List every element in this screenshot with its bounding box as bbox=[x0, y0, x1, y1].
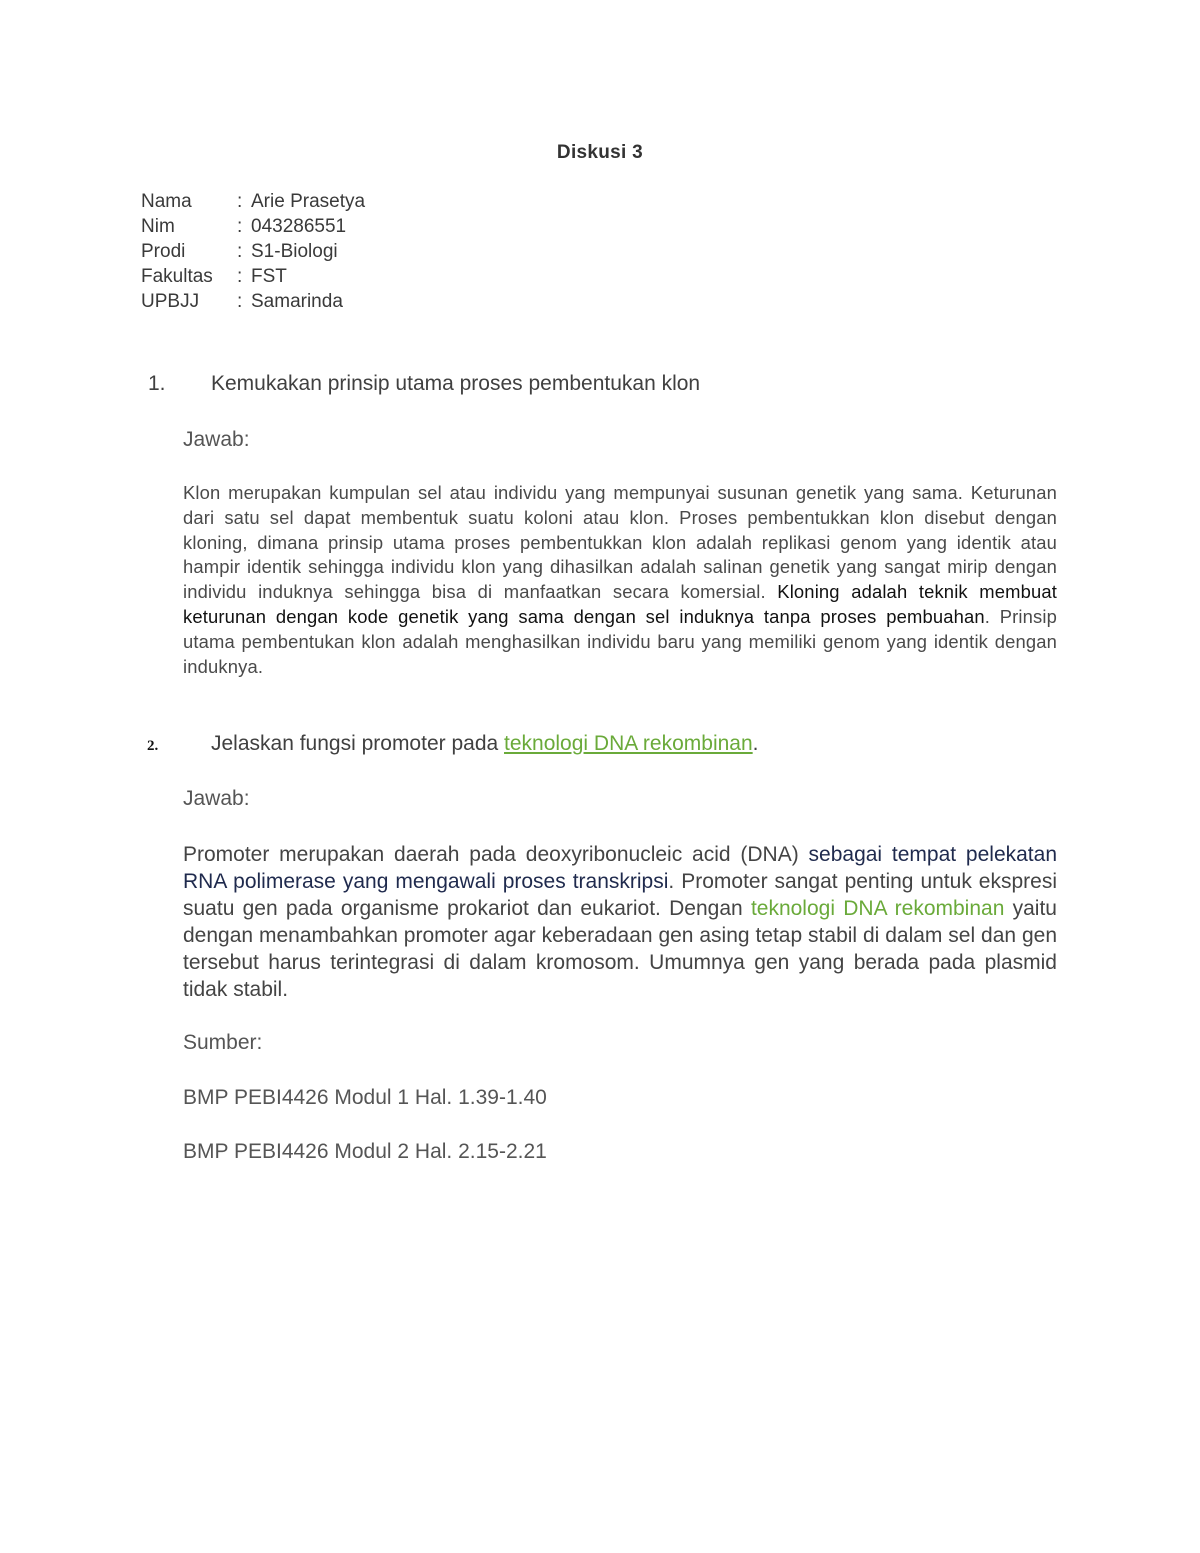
answer-label-1: Jawab: bbox=[183, 428, 250, 451]
answer-2 bbox=[183, 841, 1057, 1003]
identity-separator: : bbox=[237, 266, 243, 287]
question-text: Kemukakan prinsip utama proses pembentukan klon bbox=[211, 372, 701, 395]
identity-value: Arie Prasetya bbox=[251, 191, 366, 212]
answer-1 bbox=[183, 481, 1057, 679]
source-item: BMP PEBI4426 Modul 1 Hal. 1.39-1.40 bbox=[183, 1086, 547, 1109]
identity-row-prodi bbox=[141, 239, 365, 264]
answer-2-emphasis: sebagai tempat pelekatan RNA polimerase yang mengawali proses transkripsi bbox=[183, 843, 1058, 893]
identity-block bbox=[141, 189, 365, 314]
question-text-after: . bbox=[752, 732, 759, 755]
question-1 bbox=[141, 372, 700, 396]
document-title: Diskusi 3 bbox=[556, 142, 644, 163]
identity-separator: : bbox=[237, 241, 243, 262]
answer-2-part3: . Promoter sangat penting untuk ekspresi suatu gen pada organisme prokariot dan eukariot. Dengan bbox=[183, 870, 1057, 920]
identity-value: FST bbox=[251, 266, 287, 287]
identity-row-fakultas bbox=[141, 264, 365, 289]
source-item: BMP PEBI4426 Modul 2 Hal. 2.15-2.21 bbox=[183, 1140, 547, 1163]
identity-row-upbjj bbox=[141, 289, 365, 314]
identity-row-nama bbox=[141, 189, 365, 214]
question-text-before: Jelaskan fungsi promoter pada bbox=[211, 732, 505, 755]
answer-2-green-term: teknologi DNA rekombinan bbox=[750, 897, 1005, 920]
identity-label: Fakultas bbox=[141, 266, 213, 287]
answer-label-2: Jawab: bbox=[183, 787, 250, 810]
answer-1-part3: . Prinsip utama pembentukan klon adalah menghasilkan individu baru yang memiliki genom yang identik dengan induknya. bbox=[183, 605, 1057, 677]
identity-label: UPBJJ bbox=[141, 291, 200, 312]
identity-separator: : bbox=[237, 191, 243, 212]
answer-1-emphasis: Kloning adalah teknik membuat keturunan dengan kode genetik yang sama dengan sel induknya tanpa proses pembuahan bbox=[183, 581, 1057, 627]
identity-label: Prodi bbox=[141, 241, 186, 262]
answer-2-part1: Promoter merupakan daerah pada deoxyribonucleic acid (DNA) bbox=[183, 843, 809, 866]
identity-separator: : bbox=[237, 291, 243, 312]
question-text bbox=[211, 732, 759, 756]
identity-label: Nim bbox=[141, 216, 175, 237]
answer-2-part4: yaitu dengan menambahkan promoter agar keberadaan gen asing tetap stabil di dalam sel dan gen tersebut harus terintegrasi di dalam kromosom. Umumnya gen yang berada pada plasmid tidak stabil. bbox=[183, 897, 1057, 1001]
question-2 bbox=[141, 732, 759, 756]
identity-separator: : bbox=[237, 216, 243, 237]
answer-1-part1: Klon merupakan kumpulan sel atau individu yang mempunyai susunan genetik yang sama. Keturunan dari satu sel dapat membentuk suatu koloni atau klon. Proses pembentukkan klon disebut dengan kloning, dimana prinsip utama proses pembentukkan klon adalah replikasi genom yang identik atau hampir identik sehingga individu klon yang dihasilkan adalah salinan genetik yang sangat mirip dengan individu induknya sehingga bisa di manfaatkan secara komersial. bbox=[183, 482, 1057, 603]
identity-value: Samarinda bbox=[251, 291, 343, 312]
question-number: 2. bbox=[147, 738, 159, 754]
identity-row-nim bbox=[141, 214, 365, 239]
sources-label: Sumber: bbox=[183, 1031, 263, 1054]
question-number: 1. bbox=[148, 372, 166, 395]
identity-value: 043286551 bbox=[251, 216, 347, 237]
dna-rekombinan-link[interactable]: teknologi DNA rekombinan bbox=[504, 732, 753, 755]
identity-value: S1-Biologi bbox=[251, 241, 338, 262]
identity-label: Nama bbox=[141, 191, 192, 212]
